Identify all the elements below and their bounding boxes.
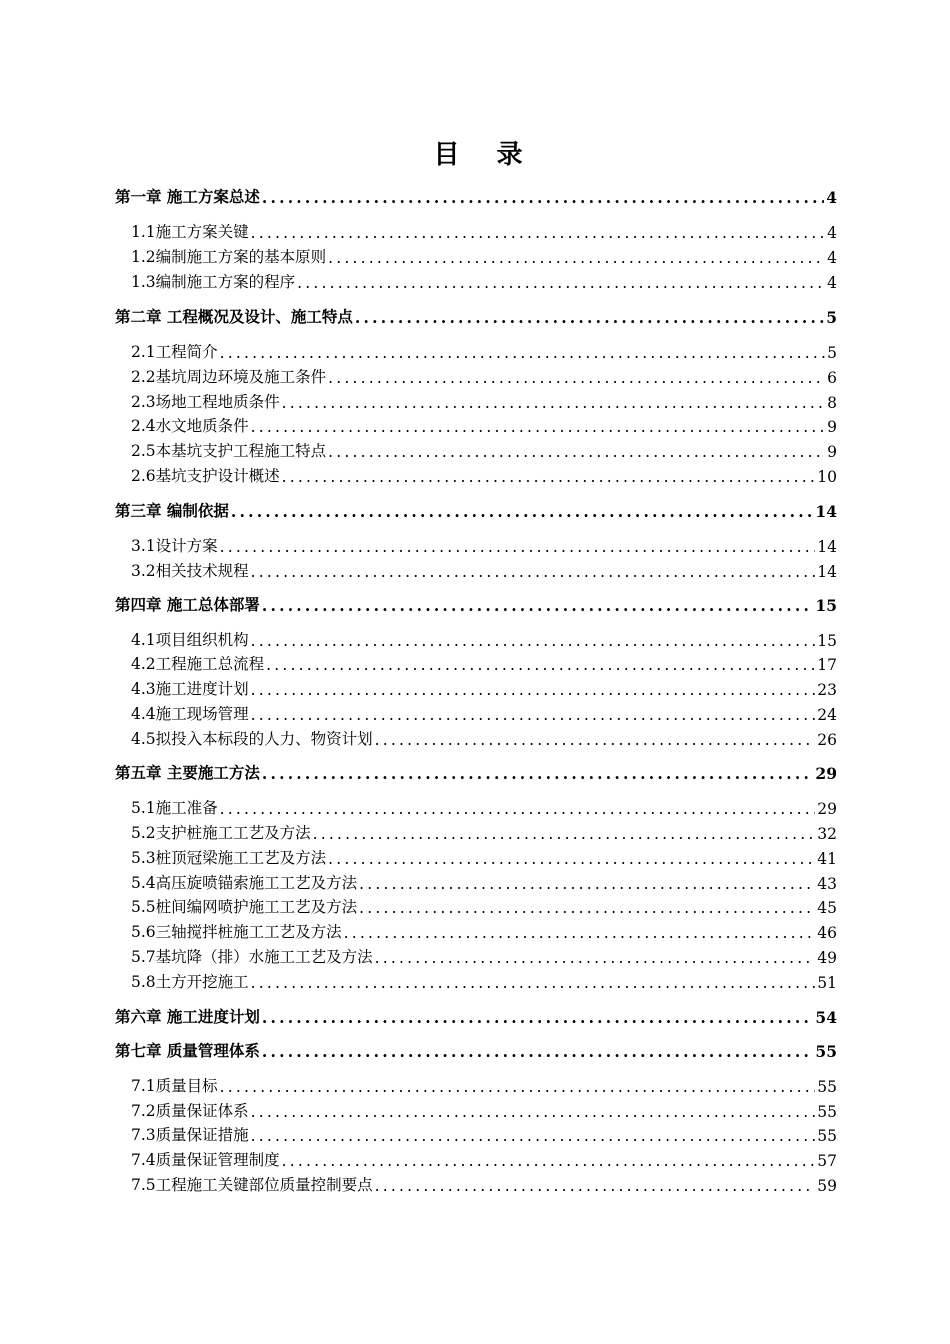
toc-section-entry[interactable] (115, 340, 837, 362)
toc-page-number: 4 (827, 249, 837, 267)
toc-page-number: 10 (817, 468, 837, 486)
toc-section-entry[interactable] (115, 414, 837, 436)
toc-page-number: 4 (826, 188, 837, 207)
toc-entry-title: 7.1质量目标 (131, 1077, 218, 1095)
toc-entry-title: 2.4水文地质条件 (131, 417, 249, 435)
toc-entry-title: 第三章 编制依据 (115, 501, 229, 520)
page-title: 目 录 (433, 140, 537, 170)
toc-entry-title: 2.5本基坑支护工程施工特点 (131, 442, 327, 460)
toc-leader-dots (313, 825, 816, 843)
toc-leader-dots (375, 731, 816, 749)
toc-entry-title: 5.7基坑降（排）水施工工艺及方法 (131, 948, 373, 966)
toc-entry-title: 3.2相关技术规程 (131, 562, 249, 580)
toc-section-entry[interactable] (115, 270, 837, 292)
toc-page-number: 5 (827, 344, 837, 362)
toc-leader-dots (328, 249, 825, 267)
toc-section-entry[interactable] (115, 628, 837, 650)
toc-leader-dots (262, 188, 824, 207)
toc-chapter-entry[interactable] (115, 499, 837, 521)
toc-section-entry[interactable] (115, 652, 837, 674)
toc-section-entry[interactable] (115, 821, 837, 843)
toc-leader-dots (251, 1127, 816, 1145)
toc-section-entry[interactable] (115, 220, 837, 242)
toc-entry-title: 7.5工程施工关键部位质量控制要点 (131, 1176, 373, 1194)
toc-section-entry[interactable] (115, 1148, 837, 1170)
toc-leader-dots (297, 274, 825, 292)
toc-leader-dots (251, 974, 816, 992)
toc-section-entry[interactable] (115, 895, 837, 917)
toc-chapter-entry[interactable] (115, 1039, 837, 1061)
toc-page-number: 4 (827, 274, 837, 292)
toc-page-number: 29 (817, 800, 837, 818)
toc-section-entry[interactable] (115, 245, 837, 267)
toc-section-entry[interactable] (115, 365, 837, 387)
toc-entry-title: 第七章 质量管理体系 (115, 1041, 260, 1060)
toc-page-number: 57 (817, 1152, 837, 1170)
toc-entry-title: 第五章 主要施工方法 (115, 763, 260, 782)
toc-leader-dots (328, 369, 825, 387)
toc-entry-title: 7.3质量保证措施 (131, 1126, 249, 1144)
toc-page-number: 26 (817, 731, 837, 749)
toc-page-number: 9 (827, 443, 837, 461)
toc-chapter-entry[interactable] (115, 761, 837, 783)
toc-section-entry[interactable] (115, 534, 837, 556)
toc-page-number: 45 (817, 899, 837, 917)
toc-page-number: 14 (815, 502, 837, 521)
toc-page-number: 55 (815, 1042, 837, 1061)
toc-entry-title: 2.3场地工程地质条件 (131, 393, 280, 411)
toc-page-number: 8 (827, 394, 837, 412)
toc-leader-dots (251, 706, 816, 724)
toc-entry-title: 3.1设计方案 (131, 537, 218, 555)
toc-leader-dots (359, 899, 815, 917)
toc-section-entry[interactable] (115, 464, 837, 486)
toc-leader-dots (231, 502, 814, 521)
toc-entry-title: 4.3施工进度计划 (131, 680, 249, 698)
toc-leader-dots (251, 632, 816, 650)
toc-chapter-entry[interactable] (115, 1005, 837, 1027)
toc-page-number: 23 (817, 681, 837, 699)
toc-page-number: 43 (817, 875, 837, 893)
toc-entry-title: 2.2基坑周边环境及施工条件 (131, 368, 327, 386)
toc-entry-title: 4.1项目组织机构 (131, 631, 249, 649)
toc-page-number: 49 (817, 949, 837, 967)
toc-leader-dots (282, 1152, 816, 1170)
toc-section-entry[interactable] (115, 439, 837, 461)
toc-page-number: 54 (815, 1008, 837, 1027)
toc-leader-dots (251, 224, 825, 242)
toc-section-entry[interactable] (115, 920, 837, 942)
toc-entry-title: 4.2工程施工总流程 (131, 655, 265, 673)
toc-leader-dots (266, 656, 815, 674)
toc-section-entry[interactable] (115, 1173, 837, 1195)
toc-entry-title: 4.5拟投入本标段的人力、物资计划 (131, 730, 373, 748)
toc-page-number: 14 (817, 563, 837, 581)
toc-leader-dots (262, 764, 814, 783)
toc-entry-title: 第二章 工程概况及设计、施工特点 (115, 307, 353, 326)
toc-page-number: 46 (817, 924, 837, 942)
toc-page-number: 55 (817, 1078, 837, 1096)
toc-entry-title: 第一章 施工方案总述 (115, 187, 260, 206)
toc-leader-dots (251, 1103, 816, 1121)
toc-leader-dots (359, 875, 815, 893)
toc-leader-dots (251, 563, 816, 581)
toc-section-entry[interactable] (115, 390, 837, 412)
toc-chapter-entry[interactable] (115, 593, 837, 615)
toc-page-number: 32 (817, 825, 837, 843)
toc-entry-title: 4.4施工现场管理 (131, 705, 249, 723)
toc-section-entry[interactable] (115, 846, 837, 868)
toc-leader-dots (328, 443, 825, 461)
toc-entry-title: 1.2编制施工方案的基本原则 (131, 248, 327, 266)
toc-leader-dots (251, 418, 825, 436)
toc-entry-title: 5.3桩顶冠梁施工工艺及方法 (131, 849, 327, 867)
toc-leader-dots (344, 924, 816, 942)
toc-entry-title: 5.6三轴搅拌桩施工工艺及方法 (131, 923, 342, 941)
toc-entry-title: 5.4高压旋喷锚索施工工艺及方法 (131, 874, 358, 892)
toc-page-number: 24 (817, 706, 837, 724)
toc-page-number: 59 (817, 1177, 837, 1195)
toc-leader-dots (355, 308, 824, 327)
toc-page-number: 51 (817, 974, 837, 992)
toc-page-number: 17 (817, 656, 837, 674)
toc-leader-dots (375, 949, 816, 967)
toc-section-entry[interactable] (115, 945, 837, 967)
toc-entry-title: 5.5桩间编网喷护施工工艺及方法 (131, 898, 358, 916)
toc-leader-dots (328, 850, 815, 868)
toc-leader-dots (282, 394, 825, 412)
toc-page-number: 9 (827, 418, 837, 436)
toc-entry-title: 1.1施工方案关键 (131, 223, 249, 241)
toc-section-entry[interactable] (115, 677, 837, 699)
toc-leader-dots (220, 538, 816, 556)
toc-entry-title: 1.3编制施工方案的程序 (131, 273, 296, 291)
toc-section-entry[interactable] (115, 1099, 837, 1121)
toc-leader-dots (262, 1008, 814, 1027)
toc-page-number: 15 (815, 596, 837, 615)
toc-entry-title: 第四章 施工总体部署 (115, 595, 260, 614)
toc-page-number: 55 (817, 1103, 837, 1121)
toc-leader-dots (220, 1078, 816, 1096)
toc-page-number: 4 (827, 224, 837, 242)
toc-leader-dots (251, 681, 816, 699)
toc-entry-title: 2.1工程简介 (131, 343, 218, 361)
toc-section-entry[interactable] (115, 1074, 837, 1096)
toc-leader-dots (220, 800, 816, 818)
toc-section-entry[interactable] (115, 702, 837, 724)
toc-page-number: 6 (827, 369, 837, 387)
toc-entry-title: 第六章 施工进度计划 (115, 1007, 260, 1026)
toc-section-entry[interactable] (115, 796, 837, 818)
toc-entry-title: 5.8土方开挖施工 (131, 973, 249, 991)
toc-leader-dots (262, 596, 814, 615)
toc-entry-title: 7.2质量保证体系 (131, 1102, 249, 1120)
toc-section-entry[interactable] (115, 1123, 837, 1145)
toc-chapter-entry[interactable] (115, 305, 837, 327)
toc-entry-title: 5.1施工准备 (131, 799, 218, 817)
toc-page-number: 41 (817, 850, 837, 868)
toc-entry-title: 7.4质量保证管理制度 (131, 1151, 280, 1169)
toc-entry-title: 2.6基坑支护设计概述 (131, 467, 280, 485)
toc-leader-dots (220, 344, 825, 362)
toc-page-number: 14 (817, 538, 837, 556)
toc-leader-dots (282, 468, 816, 486)
toc-entry-title: 5.2支护桩施工工艺及方法 (131, 824, 311, 842)
toc-page-number: 15 (817, 632, 837, 650)
toc-section-entry[interactable] (115, 871, 837, 893)
toc-section-entry[interactable] (115, 727, 837, 749)
toc-page-number: 5 (826, 308, 837, 327)
toc-leader-dots (262, 1042, 814, 1061)
toc-leader-dots (375, 1177, 816, 1195)
toc-section-entry[interactable] (115, 970, 837, 992)
toc-chapter-entry[interactable] (115, 185, 837, 207)
toc-page-number: 29 (815, 764, 837, 783)
toc-page-number: 55 (817, 1127, 837, 1145)
toc-section-entry[interactable] (115, 559, 837, 581)
